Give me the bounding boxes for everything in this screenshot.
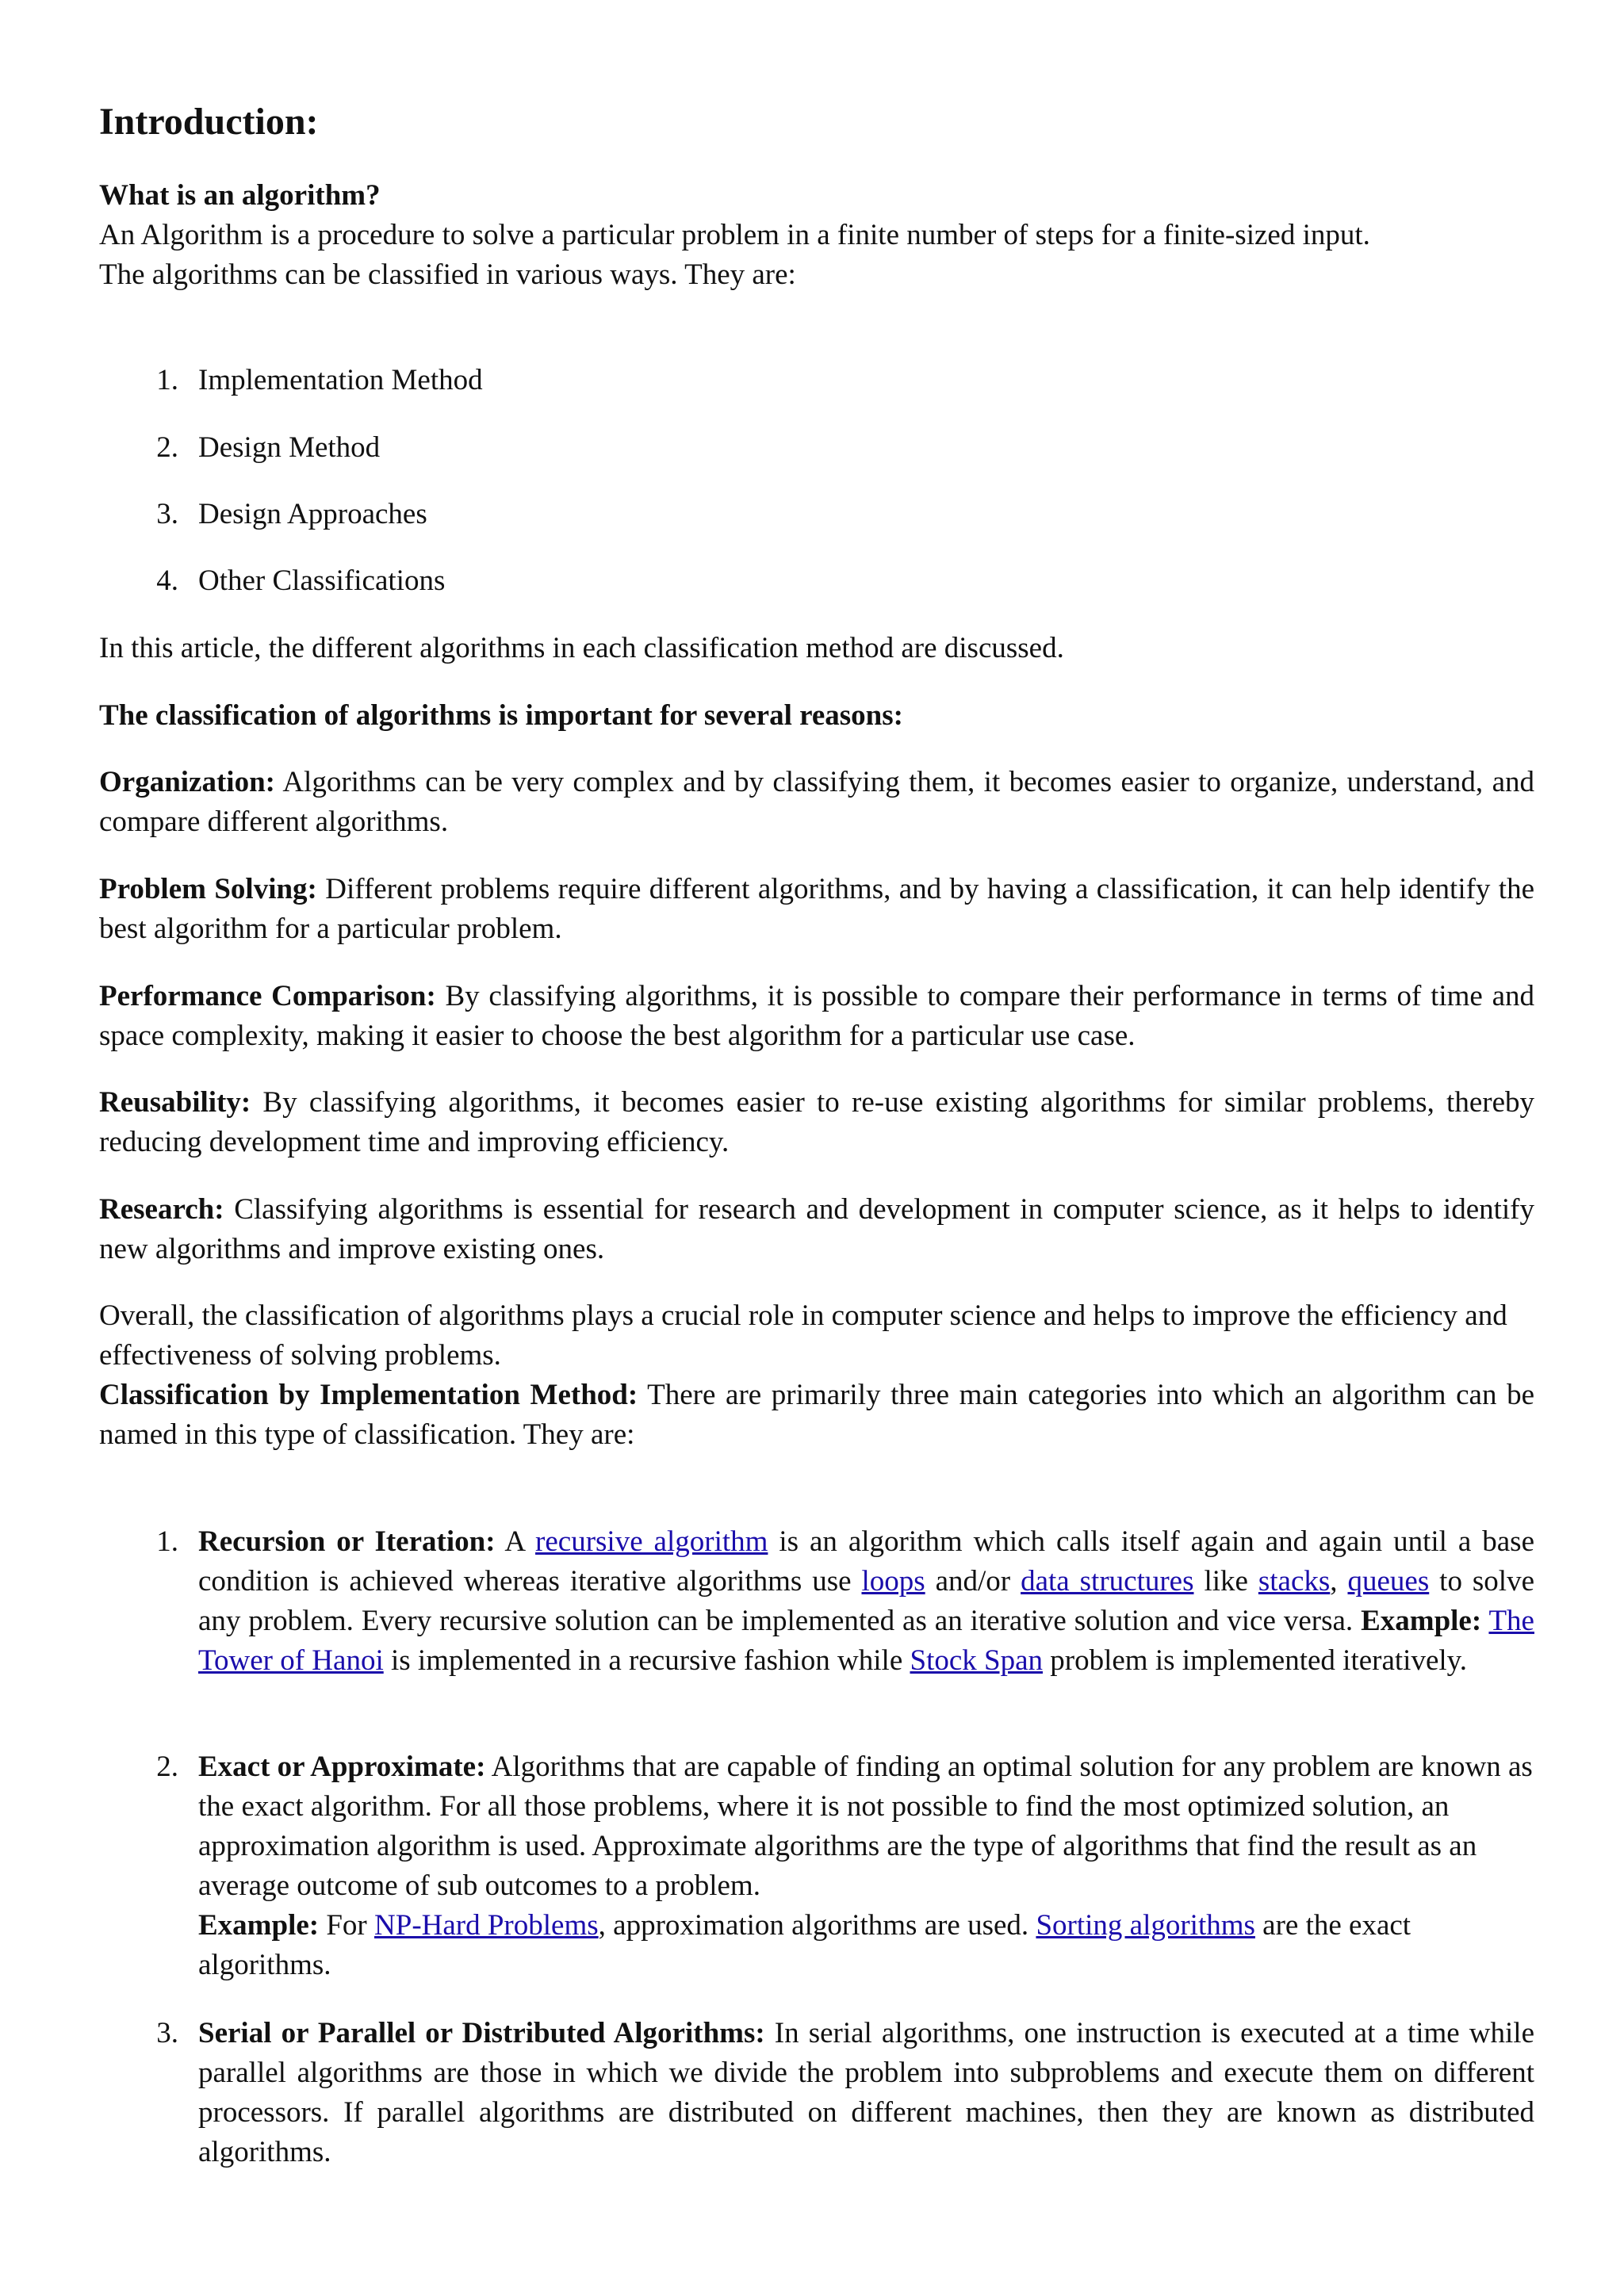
data-structures-link[interactable]: data structures [1021, 1565, 1194, 1598]
classified-intro-line: The algorithms can be classified in various ways. They are: [99, 258, 796, 291]
np-hard-link[interactable]: NP-Hard Problems [374, 1909, 599, 1942]
list-item-text: Design Method [198, 431, 381, 464]
list-item-text: Other Classifications [198, 564, 446, 597]
reason-term: Performance Comparison: [99, 980, 436, 1012]
importance-heading: The classification of algorithms is important for several reasons: [99, 699, 903, 732]
recursive-algorithm-link[interactable]: recursive algorithm [535, 1525, 768, 1558]
list-item-text: Recursion or Iteration: A recursive algorithm is an algorithm which calls itself again and again until a base condition is achieved whereas iterative algorithms use loops and/or data structures like stacks, queues to solve any problem. Every recursive solution can be implemented as an iterative solution and vice versa. Example: The Tower of Hanoi is implemented in a recursive fashion while Stock Span problem is implemented iteratively. [198, 1525, 1534, 1677]
implementation-method-paragraph: Classification by Implementation Method: There are primarily three main categories into which an algorithm can be named in this type of classification. They are: [99, 1379, 1534, 1451]
list-number: 3. [156, 498, 178, 530]
queues-link[interactable]: queues [1347, 1565, 1430, 1598]
definition-line: An Algorithm is a procedure to solve a particular problem in a finite number of steps for a finite-sized input. [99, 219, 1370, 251]
reason-term: Reusability: [99, 1086, 251, 1119]
page-title: Introduction: [99, 101, 319, 143]
loops-link[interactable]: loops [861, 1565, 925, 1598]
reason-term: Research: [99, 1193, 224, 1226]
list-number: 3. [156, 2017, 178, 2049]
reason-performance: Performance Comparison: By classifying algorithms, it is possible to compare their performance in terms of time and space complexity, making it easier to choose the best algorithm for a particular use case. [99, 980, 1534, 1052]
list-number: 2. [156, 1751, 178, 1783]
reason-research: Research: Classifying algorithms is essential for research and development in computer science, as it helps to identify new algorithms and improve existing ones. [99, 1193, 1534, 1265]
stacks-link[interactable]: stacks [1258, 1565, 1331, 1598]
list-item-text: Serial or Parallel or Distributed Algorithms: In serial algorithms, one instruction is executed at a time while parallel algorithms are those in which we divide the problem into subproblems and execute them on different processors. If parallel algorithms are distributed on different machines, then they are known as distributed algorithms. [198, 2017, 1534, 2168]
stock-span-link[interactable]: Stock Span [910, 1644, 1044, 1677]
reason-reusability: Reusability: By classifying algorithms, it becomes easier to re-use existing algorithms for similar problems, thereby reducing development time and improving efficiency. [99, 1086, 1534, 1158]
overall-paragraph: Overall, the classification of algorithms plays a crucial role in computer science and helps to improve the efficiency and effectiveness of solving problems. [99, 1299, 1507, 1372]
tower-of-hanoi-link[interactable]: The Tower of Hanoi [198, 1605, 1534, 1677]
list-item-text: Exact or Approximate: Algorithms that are capable of finding an optimal solution for any problem are known as the exact algorithm. For all those problems, where it is not possible to find the most optimized solution, an approximation algorithm is used. Approximate algorithms are the type of algorithms that find the result as an average outcome of sub outcomes to a problem. Example: For NP-Hard Problems, approximation algorithms are used. Sorting algorithms are the exact algorithms. [198, 1751, 1533, 1981]
list-number: 1. [156, 1525, 178, 1558]
list-number: 1. [156, 364, 178, 396]
article-line: In this article, the different algorithms in each classification method are discussed. [99, 632, 1064, 664]
list-item-text: Implementation Method [198, 364, 483, 396]
reason-organization: Organization: Algorithms can be very complex and by classifying them, it becomes easier to organize, understand, and compare different algorithms. [99, 766, 1534, 838]
list-number: 2. [156, 431, 178, 464]
list-number: 4. [156, 564, 178, 597]
sorting-algorithms-link[interactable]: Sorting algorithms [1036, 1909, 1255, 1942]
what-is-heading: What is an algorithm? [99, 179, 381, 212]
reason-term: Organization: [99, 766, 275, 798]
reason-term: Problem Solving: [99, 873, 317, 905]
reason-problem-solving: Problem Solving: Different problems require different algorithms, and by having a classification, it can help identify the best algorithm for a particular problem. [99, 873, 1534, 945]
list-item-text: Design Approaches [198, 498, 427, 530]
section-term: Classification by Implementation Method: [99, 1379, 638, 1411]
